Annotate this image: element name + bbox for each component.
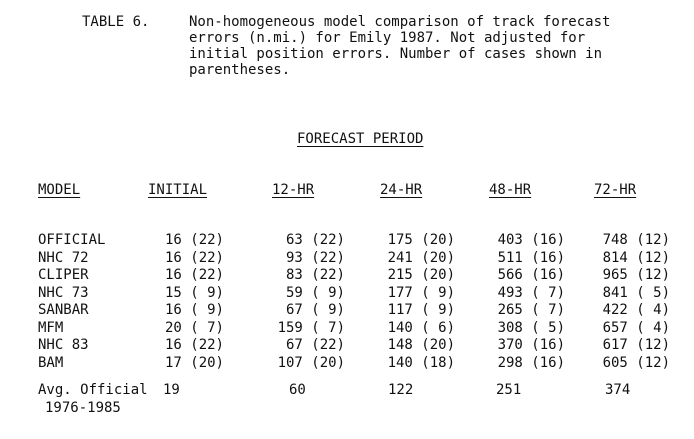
cell-h72: 965 (12) bbox=[602, 267, 670, 283]
cell-model: OFFICIAL bbox=[38, 232, 106, 248]
cell-h24: 215 (20) bbox=[387, 267, 455, 283]
header-24hr: 24-HR bbox=[380, 182, 423, 198]
cell-h72: 422 ( 4) bbox=[602, 302, 670, 318]
average-24hr: 122 bbox=[388, 382, 414, 398]
table-row bbox=[0, 337, 694, 353]
cell-initial: 20 ( 7) bbox=[164, 319, 224, 336]
average-48hr: 251 bbox=[496, 382, 522, 398]
cell-initial: 16 (22) bbox=[164, 267, 224, 283]
header-48hr: 48-HR bbox=[489, 182, 532, 198]
cell-h12: 67 ( 9) bbox=[285, 302, 345, 318]
cell-model: NHC 72 bbox=[38, 249, 89, 266]
cell-h48: 566 (16) bbox=[497, 267, 565, 283]
cell-model: SANBAR bbox=[38, 302, 89, 318]
cell-h48: 493 ( 7) bbox=[497, 284, 565, 301]
cell-h12: 63 (22) bbox=[285, 232, 345, 248]
cell-model: MFM bbox=[38, 319, 64, 336]
cell-h48: 511 (16) bbox=[497, 249, 565, 266]
cell-h48: 370 (16) bbox=[497, 337, 565, 353]
cell-model: CLIPER bbox=[38, 267, 89, 283]
cell-h12: 107 (20) bbox=[277, 354, 345, 371]
cell-h24: 177 ( 9) bbox=[387, 284, 455, 301]
cell-initial: 16 (22) bbox=[164, 232, 224, 248]
cell-model: BAM bbox=[38, 354, 64, 371]
cell-h12: 59 ( 9) bbox=[285, 284, 345, 301]
table-row bbox=[0, 285, 694, 301]
cell-h72: 657 ( 4) bbox=[602, 319, 670, 336]
cell-h48: 308 ( 5) bbox=[497, 319, 565, 336]
cell-h72: 617 (12) bbox=[602, 337, 670, 353]
forecast-period-heading: FORECAST PERIOD bbox=[297, 131, 424, 147]
cell-initial: 16 (22) bbox=[164, 249, 224, 266]
cell-h48: 265 ( 7) bbox=[497, 302, 565, 318]
table-row bbox=[0, 320, 694, 336]
cell-h24: 241 (20) bbox=[387, 249, 455, 266]
cell-h12: 67 (22) bbox=[285, 337, 345, 353]
table-label: TABLE 6. bbox=[82, 14, 150, 30]
average-period: 1976-1985 bbox=[45, 400, 121, 416]
table-row bbox=[0, 355, 694, 371]
header-72hr: 72-HR bbox=[594, 182, 637, 198]
cell-h72: 814 (12) bbox=[602, 249, 670, 266]
average-label: Avg. Official bbox=[38, 382, 148, 398]
header-model: MODEL bbox=[38, 182, 81, 198]
cell-h72: 605 (12) bbox=[602, 354, 670, 371]
cell-initial: 15 ( 9) bbox=[164, 284, 224, 301]
caption-text: Non-homogeneous model comparison of track forecast errors (n.mi.) for Emily 1987. Not adjusted for initial position errors. Number of cases shown in parentheses. bbox=[189, 14, 611, 78]
cell-model: NHC 83 bbox=[38, 337, 89, 353]
cell-h24: 175 (20) bbox=[387, 232, 455, 248]
cell-h72: 841 ( 5) bbox=[602, 284, 670, 301]
cell-h12: 159 ( 7) bbox=[277, 319, 345, 336]
header-initial: INITIAL bbox=[148, 182, 208, 198]
cell-initial: 16 (22) bbox=[164, 337, 224, 353]
table-row bbox=[0, 250, 694, 266]
average-12hr: 60 bbox=[289, 382, 306, 398]
cell-h24: 117 ( 9) bbox=[387, 302, 455, 318]
table-row bbox=[0, 267, 694, 283]
cell-h12: 83 (22) bbox=[285, 267, 345, 283]
average-initial: 19 bbox=[163, 382, 180, 398]
cell-h72: 748 (12) bbox=[602, 232, 670, 248]
cell-initial: 16 ( 9) bbox=[164, 302, 224, 318]
cell-h24: 148 (20) bbox=[387, 337, 455, 353]
header-12hr: 12-HR bbox=[272, 182, 315, 198]
average-72hr: 374 bbox=[605, 382, 631, 398]
cell-h24: 140 (18) bbox=[387, 354, 455, 371]
table-row bbox=[0, 302, 694, 318]
cell-h24: 140 ( 6) bbox=[387, 319, 455, 336]
cell-h12: 93 (22) bbox=[285, 249, 345, 266]
table-row bbox=[0, 232, 694, 248]
cell-initial: 17 (20) bbox=[164, 354, 224, 371]
cell-model: NHC 73 bbox=[38, 284, 89, 301]
cell-h48: 403 (16) bbox=[497, 232, 565, 248]
cell-h48: 298 (16) bbox=[497, 354, 565, 371]
